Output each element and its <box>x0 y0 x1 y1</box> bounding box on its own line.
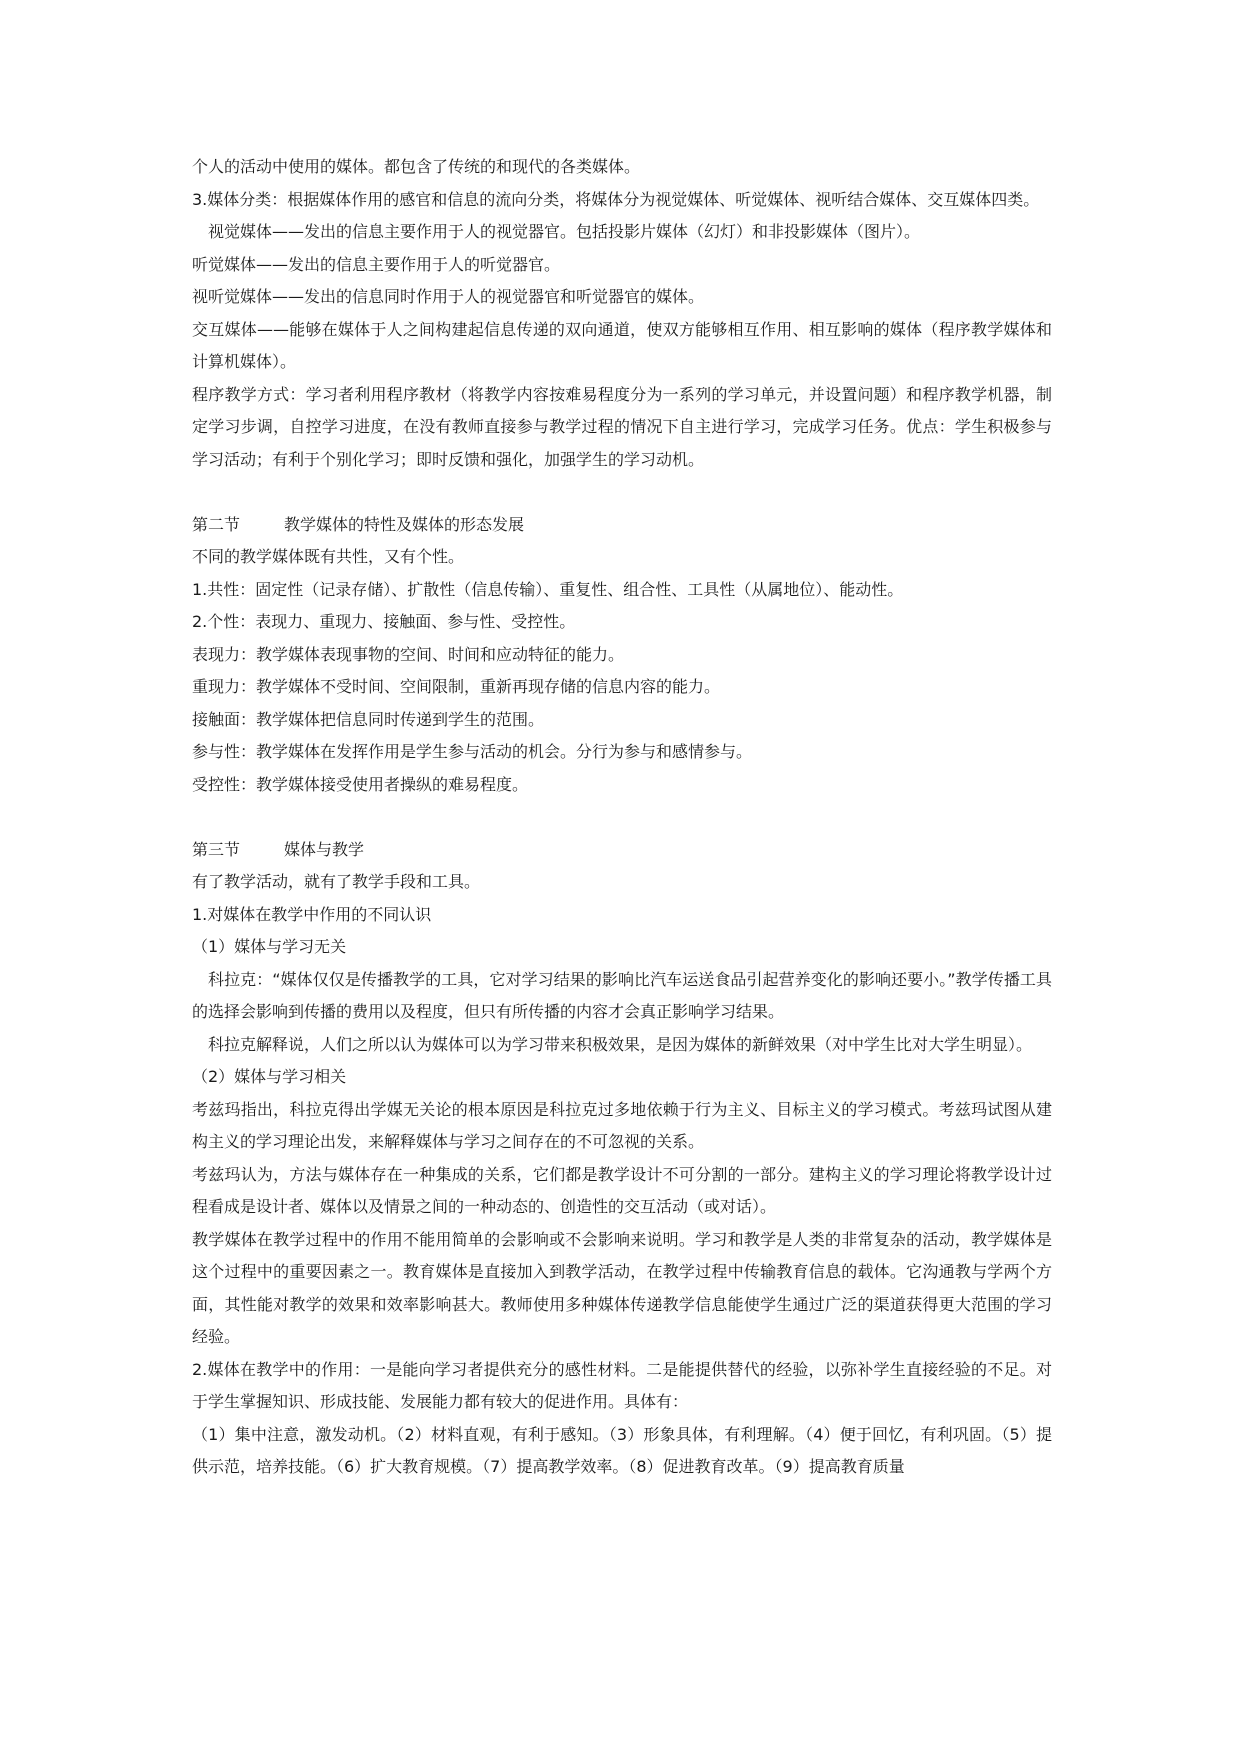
paragraph: 程序教学方式：学习者利用程序教材（将教学内容按难易程度分为一系列的学习单元，并设置问题）和程序教学机器，制定学习步调，自控学习进度，在没有教师直接参与教学过程的情况下自主进行学习，完成学习任务。优点：学生积极参与学习活动；有利于个别化学习；即时反馈和强化，加强学生的学习动机。 <box>192 384 1052 469</box>
paragraph: 考兹玛认为，方法与媒体存在一种集成的关系，它们都是教学设计不可分割的一部分。建构主义的学习理论将教学设计过程看成是设计者、媒体以及情景之间的一种动态的、创造性的交互活动（或对话）。 <box>192 1164 1052 1216</box>
paragraph: 视觉媒体——发出的信息主要作用于人的视觉器官。包括投影片媒体（幻灯）和非投影媒体（图片）。 <box>208 222 921 241</box>
section-heading <box>192 834 1052 867</box>
paragraph: 2.个性：表现力、重现力、接触面、参与性、受控性。 <box>192 612 576 631</box>
paragraph: （1）集中注意，激发动机。（2）材料直观，有利于感知。（3）形象具体，有利理解。（4）便于回忆，有利巩固。（5）提供示范，培养技能。（6）扩大教育规模。（7）提高教学效率。（8）促进教育改革。（9）提高教育质量 <box>192 1424 1052 1476</box>
paragraph: 视听觉媒体——发出的信息同时作用于人的视觉器官和听觉器官的媒体。 <box>192 287 705 306</box>
paragraph: 交互媒体——能够在媒体于人之间构建起信息传递的双向通道，使双方能够相互作用、相互影响的媒体（程序教学媒体和计算机媒体）。 <box>192 319 1052 371</box>
paragraph: （2）媒体与学习相关 <box>192 1067 347 1086</box>
section-title: 媒体与教学 <box>284 839 365 859</box>
paragraph: 考兹玛指出，科拉克得出学媒无关论的根本原因是科拉克过多地依赖于行为主义、目标主义的学习模式。考兹玛试图从建构主义的学习理论出发，来解释媒体与学习之间存在的不可忽视的关系。 <box>192 1099 1052 1151</box>
section-title: 教学媒体的特性及媒体的形态发展 <box>284 514 525 534</box>
paragraph: 表现力：教学媒体表现事物的空间、时间和应动特征的能力。 <box>192 644 625 664</box>
paragraph: 不同的教学媒体既有共性，又有个性。 <box>192 547 465 566</box>
paragraph: （1）媒体与学习无关 <box>192 937 347 956</box>
section-heading <box>192 509 1052 542</box>
paragraph: 重现力：教学媒体不受时间、空间限制，重新再现存储的信息内容的能力。 <box>192 677 721 696</box>
paragraph: 个人的活动中使用的媒体。都包含了传统的和现代的各类媒体。 <box>192 157 641 176</box>
spacer <box>192 801 1052 834</box>
paragraph: 2.媒体在教学中的作用：一是能向学习者提供充分的感性材料。二是能提供替代的经验，以弥补学生直接经验的不足。对于学生掌握知识、形成技能、发展能力都有较大的促进作用。具体有： <box>192 1359 1052 1411</box>
paragraph: 参与性：教学媒体在发挥作用是学生参与活动的机会。分行为参与和感情参与。 <box>192 742 753 761</box>
paragraph: 教学媒体在教学过程中的作用不能用简单的会影响或不会影响来说明。学习和教学是人类的非常复杂的活动，教学媒体是这个过程中的重要因素之一。教育媒体是直接加入到教学活动，在教学过程中传输教育信息的载体。它沟通教与学两个方面，其性能对教学的效果和效率影响甚大。教师使用多种媒体传递教学信息能使学生通过广泛的渠道获得更大范围的学习经验。 <box>192 1229 1052 1346</box>
paragraph: 科拉克解释说，人们之所以认为媒体可以为学习带来积极效果，是因为媒体的新鲜效果（对中学生比对大学生明显）。 <box>208 1034 1033 1054</box>
paragraph: 受控性：教学媒体接受使用者操纵的难易程度。 <box>192 774 529 794</box>
paragraph: 听觉媒体——发出的信息主要作用于人的听觉器官。 <box>192 254 561 274</box>
paragraph: 科拉克：“媒体仅仅是传播教学的工具，它对学习结果的影响比汽车运送食品引起营养变化的影响还要小。”教学传播工具的选择会影响到传播的费用以及程度，但只有所传播的内容才会真正影响学习结果。 <box>192 969 1052 1021</box>
document-page <box>192 151 1052 1484</box>
spacer <box>192 476 1052 509</box>
paragraph: 1.共性：固定性（记录存储）、扩散性（信息传输）、重复性、组合性、工具性（从属地位）、能动性。 <box>192 579 904 599</box>
paragraph: 接触面：教学媒体把信息同时传递到学生的范围。 <box>192 709 545 729</box>
section-number: 第三节 <box>192 839 241 859</box>
section-number: 第二节 <box>192 514 241 534</box>
paragraph: 1.对媒体在教学中作用的不同认识 <box>192 904 432 924</box>
paragraph: 有了教学活动，就有了教学手段和工具。 <box>192 872 481 891</box>
paragraph: 3.媒体分类：根据媒体作用的感官和信息的流向分类，将媒体分为视觉媒体、听觉媒体、视听结合媒体、交互媒体四类。 <box>192 189 1040 209</box>
